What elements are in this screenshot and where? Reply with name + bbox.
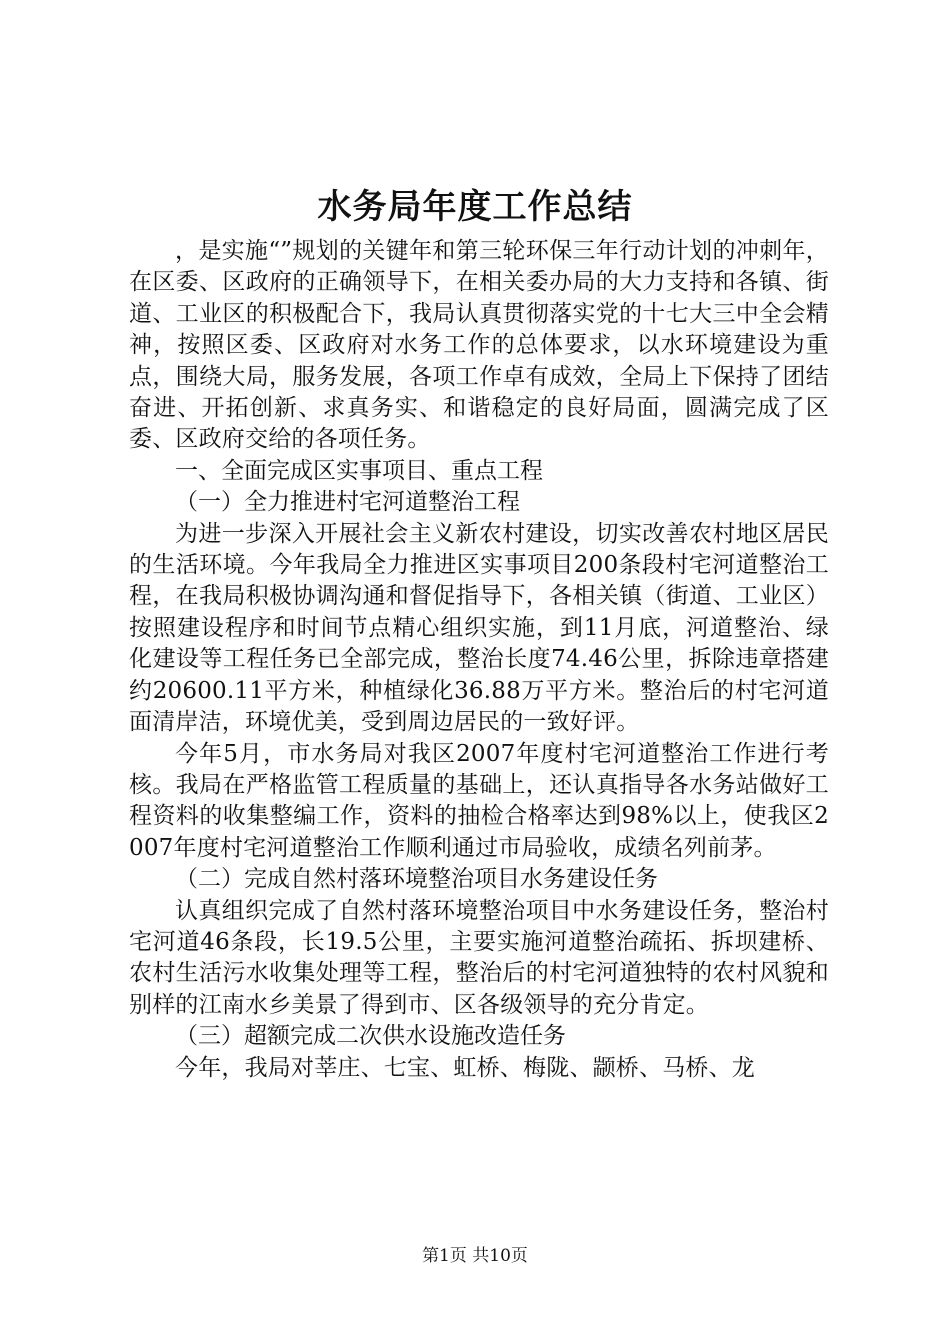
subsection-heading-1: （一）全力推进村宅河道整治工程 bbox=[175, 489, 520, 516]
body-paragraph: 今年，我局对莘庄、七宝、虹桥、梅陇、颛桥、马桥、龙 bbox=[175, 1054, 755, 1081]
body-paragraph: 认真组织完成了自然村落环境整治项目中水务建设任务，整治村宅河道46条段，长19.5公里，主要实施河道整治疏拓、拆坝建桥、农村生活污水收集处理等工程，整治后的村宅河道独特的农村风貌和别样的江南水乡美景了得到市、区各级领导的充分肯定。 bbox=[129, 897, 829, 1018]
body-paragraph: 为进一步深入开展社会主义新农村建设，切实改善农村地区居民的生活环境。今年我局全力推进区实事项目200条段村宅河道整治工程，在我局积极协调沟通和督促指导下，各相关镇（街道、工业区）按照建设程序和时间节点精心组织实施，到11月底，河道整治、绿化建设等工程任务已全部完成，整治长度74.46公里，拆除违章搭建约20600.11平方米，种植绿化36.88万平方米。整治后的村宅河道面清岸洁，环境优美，受到周边居民的一致好评。 bbox=[129, 520, 829, 736]
subsection-heading-3: （三）超额完成二次供水设施改造任务 bbox=[175, 1023, 566, 1050]
page-number-footer: 第1页 共10页 bbox=[422, 1246, 528, 1266]
subsection-heading-2: （二）完成自然村落环境整治项目水务建设任务 bbox=[175, 866, 658, 893]
section-heading-1: 一、全面完成区实事项目、重点工程 bbox=[175, 457, 543, 484]
document-body bbox=[129, 236, 829, 1084]
intro-paragraph: ，是实施“”规划的关键年和第三轮环保三年行动计划的冲刺年，在区委、区政府的正确领导下，在相关委办局的大力支持和各镇、街道、工业区的积极配合下，我局认真贯彻落实党的十七大三中全会精神，按照区委、区政府对水务工作的总体要求，以水环境建设为重点，围绕大局，服务发展，各项工作卓有成效，全局上下保持了团结奋进、开拓创新、求真务实、和谐稳定的良好局面，圆满完成了区委、区政府交给的各项任务。 bbox=[129, 238, 829, 453]
document-title: 水务局年度工作总结 bbox=[317, 187, 633, 227]
body-paragraph: 今年5月，市水务局对我区2007年度村宅河道整治工作进行考核。我局在严格监管工程质量的基础上，还认真指导各水务站做好工程资料的收集整编工作，资料的抽检合格率达到98%以上，使我区2007年度村宅河道整治工作顺利通过市局验收，成绩名列前茅。 bbox=[129, 740, 829, 861]
